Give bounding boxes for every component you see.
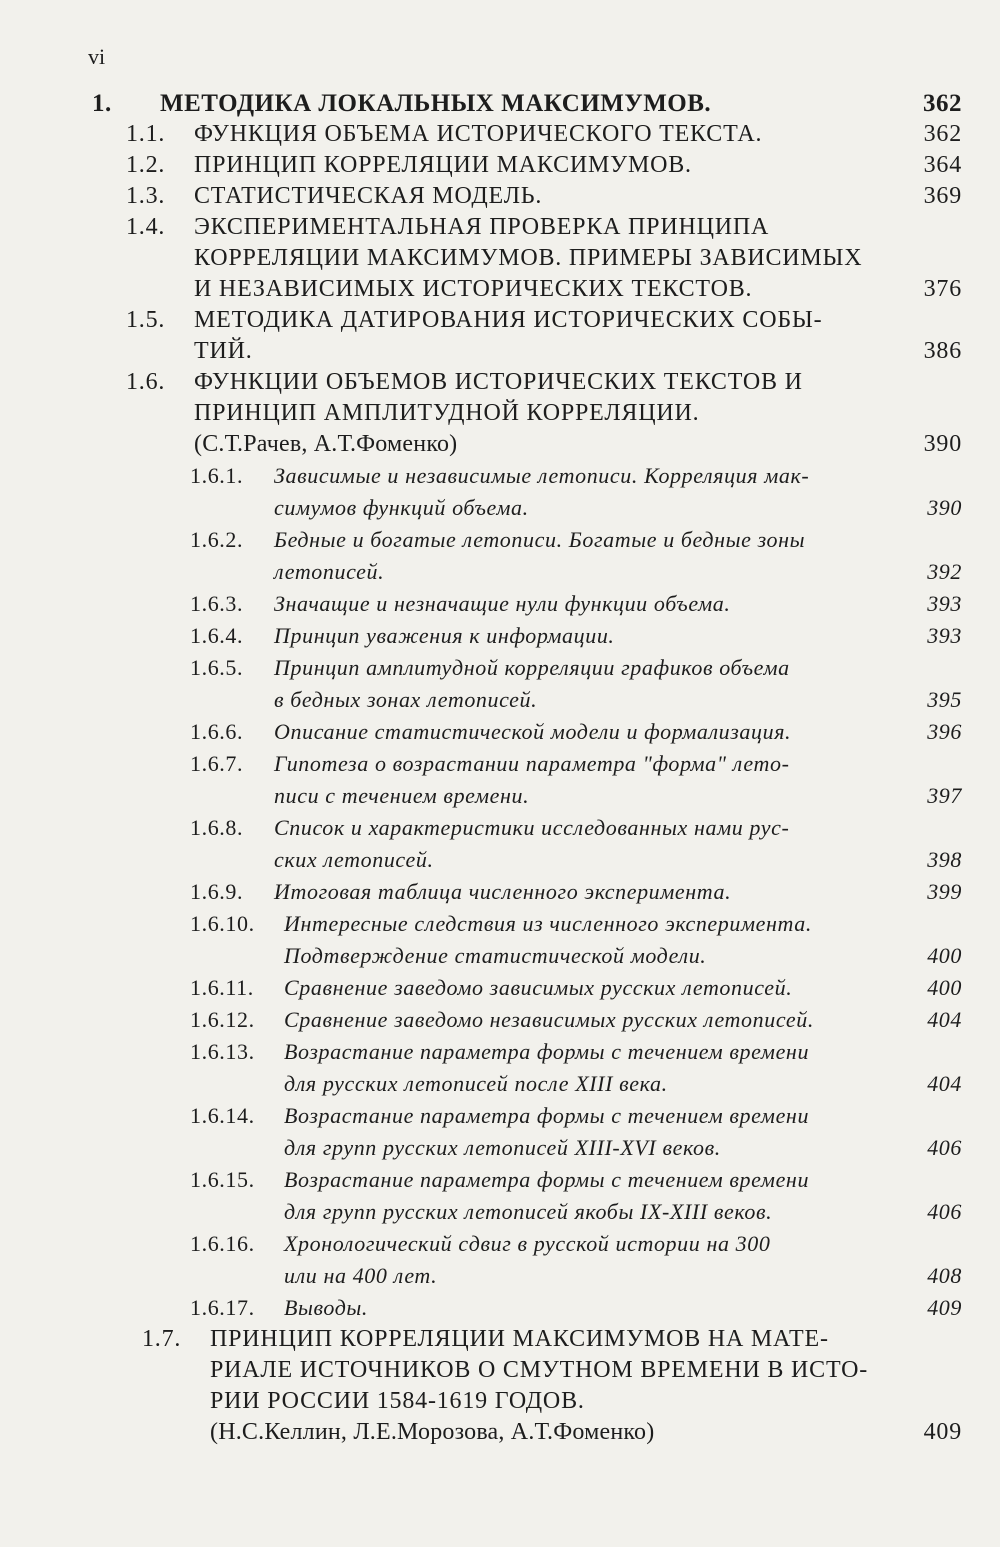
- toc-entry-title: [210, 1324, 930, 1448]
- toc-entry-title-line: Сравнение заведомо независимых русских летописей.: [284, 1007, 814, 1032]
- toc-entry-title-line: ПРИНЦИП КОРРЕЛЯЦИИ МАКСИМУМОВ.: [194, 152, 692, 178]
- toc-entry-page: 404: [927, 1007, 962, 1032]
- toc-entry-title-line: ПРИНЦИП АМПЛИТУДНОЙ КОРРЕЛЯЦИИ.: [194, 400, 700, 426]
- toc-entry[interactable]: [0, 367, 1000, 460]
- toc-entry-title: [284, 1004, 930, 1036]
- toc-entry-number: 1.7.: [142, 1326, 182, 1352]
- toc-entry-page: 406: [927, 1135, 962, 1160]
- toc-entry[interactable]: [0, 305, 1000, 367]
- toc-entry-number: 1.6.11.: [190, 975, 254, 1000]
- toc-entry[interactable]: [0, 588, 1000, 620]
- toc-entry[interactable]: [0, 1292, 1000, 1324]
- toc-entry-page: 398: [927, 847, 962, 872]
- toc-entry-number: 1.6.5.: [190, 655, 244, 680]
- toc-entry-page: 362: [923, 121, 962, 147]
- toc-entry-page: 362: [923, 90, 962, 117]
- toc-entry-title-line: Интересные следствия из численного эксперимента.: [284, 911, 812, 936]
- page-number: vi: [88, 44, 106, 69]
- toc-entry-title: [274, 620, 930, 652]
- toc-entry[interactable]: [0, 876, 1000, 908]
- toc-entry-title-line: СТАТИСТИЧЕСКАЯ МОДЕЛЬ.: [194, 183, 543, 209]
- toc-entry-title-line: писи с течением времени.: [274, 783, 530, 808]
- toc-entry-title: [194, 181, 930, 212]
- toc-entry-title-line: Зависимые и независимые летописи. Корреляция мак-: [274, 463, 810, 488]
- toc-entry[interactable]: [0, 620, 1000, 652]
- toc-entry-page: 406: [927, 1199, 962, 1224]
- toc-entry-title-line: РИИ РОССИИ 1584-1619 ГОДОВ.: [210, 1388, 585, 1414]
- toc-entry-title-line: ФУНКЦИИ ОБЪЕМОВ ИСТОРИЧЕСКИХ ТЕКСТОВ И: [194, 369, 803, 395]
- toc-entry-title: [274, 652, 930, 716]
- toc-entry-title-line: МЕТОДИКА ЛОКАЛЬНЫХ МАКСИМУМОВ.: [160, 90, 712, 117]
- toc-entry-title: [284, 1036, 930, 1100]
- toc-entry-number: 1.6.14.: [190, 1103, 255, 1128]
- toc-entry-page: 390: [923, 431, 962, 457]
- toc-entry-title-line: для русских летописей после XIII века.: [284, 1071, 668, 1096]
- toc-entry-number: 1.: [92, 90, 112, 117]
- toc-entry-title: [194, 305, 930, 367]
- toc-entry[interactable]: [0, 1004, 1000, 1036]
- toc-entry-page: 364: [923, 152, 962, 178]
- toc-entry-title-line: Описание статистической модели и формализация.: [274, 719, 792, 744]
- toc-entry-page: 396: [927, 719, 962, 744]
- toc-entry-number: 1.6.2.: [190, 527, 244, 552]
- toc-entry[interactable]: [0, 748, 1000, 812]
- toc-entry-number: 1.6.1.: [190, 463, 244, 488]
- toc-entry[interactable]: [0, 1100, 1000, 1164]
- toc-entry-title: [160, 88, 930, 119]
- toc-entry-title-line: для групп русских летописей XIII-XVI веков.: [284, 1135, 721, 1160]
- toc-entry-title-line: ЭКСПЕРИМЕНТАЛЬНАЯ ПРОВЕРКА ПРИНЦИПА: [194, 214, 770, 240]
- toc-entry-page: 376: [923, 276, 962, 302]
- toc-entry-number: 1.6.6.: [190, 719, 244, 744]
- toc-entry[interactable]: [0, 908, 1000, 972]
- toc-entry[interactable]: [0, 119, 1000, 150]
- toc-entry-title-line: Гипотеза о возрастании параметра "форма" лето-: [274, 751, 790, 776]
- toc-entry-number: 1.1.: [126, 121, 166, 147]
- toc-entry-title: [274, 460, 930, 524]
- toc-entry[interactable]: [0, 181, 1000, 212]
- toc-entry[interactable]: [0, 1036, 1000, 1100]
- toc-entry-title-line: Сравнение заведомо зависимых русских летописей.: [284, 975, 793, 1000]
- toc-entry-title: [284, 1164, 930, 1228]
- toc-entry[interactable]: [0, 524, 1000, 588]
- toc-entry-title-line: Возрастание параметра формы с течением времени: [284, 1039, 810, 1064]
- toc-entry-page: 400: [927, 975, 962, 1000]
- toc-entry-title-line: И НЕЗАВИСИМЫХ ИСТОРИЧЕСКИХ ТЕКСТОВ.: [194, 276, 753, 302]
- toc-entry-title: [194, 212, 930, 305]
- toc-entry-page: 393: [927, 591, 962, 616]
- toc-entry-title: [274, 588, 930, 620]
- toc-entry-number: 1.6.12.: [190, 1007, 255, 1032]
- toc-entry-title-line: Хронологический сдвиг в русской истории на 300: [284, 1231, 771, 1256]
- toc-entry-title-line: Подтверждение статистической модели.: [284, 943, 707, 968]
- toc-entry-number: 1.4.: [126, 214, 166, 240]
- toc-entry[interactable]: [0, 1228, 1000, 1292]
- toc-entry[interactable]: [0, 212, 1000, 305]
- toc-entry[interactable]: [0, 812, 1000, 876]
- toc-entry-title: [194, 119, 930, 150]
- toc-entry-number: 1.6.13.: [190, 1039, 255, 1064]
- toc-entry-title: [274, 876, 930, 908]
- toc-entry-page: 404: [927, 1071, 962, 1096]
- toc-entry-title-line: МЕТОДИКА ДАТИРОВАНИЯ ИСТОРИЧЕСКИХ СОБЫ-: [194, 307, 823, 333]
- toc-entry-title-line: летописей.: [274, 559, 385, 584]
- toc-entry-title: [284, 1100, 930, 1164]
- toc-entry-number: 1.6.15.: [190, 1167, 255, 1192]
- toc-entry-page: 390: [927, 495, 962, 520]
- toc-entry[interactable]: [0, 460, 1000, 524]
- toc-entry-page: 397: [927, 783, 962, 808]
- toc-entry-title-line: ских летописей.: [274, 847, 434, 872]
- toc-entry-title: [284, 1292, 930, 1324]
- toc-entry-title-line: РИАЛЕ ИСТОЧНИКОВ О СМУТНОМ ВРЕМЕНИ В ИСТО-: [210, 1357, 869, 1383]
- toc-entry-title: [274, 812, 930, 876]
- toc-entry-title-line: симумов функций объема.: [274, 495, 529, 520]
- toc-entry-title-line: в бедных зонах летописей.: [274, 687, 538, 712]
- toc-entry-title-line: ТИЙ.: [194, 338, 253, 364]
- toc-entry-title-line: Список и характеристики исследованных нами рус-: [274, 815, 790, 840]
- toc-entry-number: 1.6.9.: [190, 879, 244, 904]
- toc-entry-title: [274, 524, 930, 588]
- toc-entry[interactable]: [0, 1324, 1000, 1448]
- toc-entry-title: [274, 716, 930, 748]
- toc-entry-title: [284, 1228, 930, 1292]
- toc-entry-page: 409: [923, 1419, 962, 1445]
- toc-entry-title: [274, 748, 930, 812]
- toc-entry-page: 386: [923, 338, 962, 364]
- toc-entry-number: 1.6.: [126, 369, 166, 395]
- toc-entry-title-line: или на 400 лет.: [284, 1263, 438, 1288]
- toc-entry-title-line: Бедные и богатые летописи. Богатые и бедные зоны: [274, 527, 806, 552]
- toc-entry[interactable]: [0, 88, 1000, 119]
- toc-entry[interactable]: [0, 972, 1000, 1004]
- toc-entry-number: 1.6.8.: [190, 815, 244, 840]
- toc-entry-number: 1.6.3.: [190, 591, 244, 616]
- toc-entry-title: [284, 908, 930, 972]
- toc-entry-title: [194, 367, 930, 460]
- toc-entry-number: 1.6.17.: [190, 1295, 255, 1320]
- toc-entry-title-line: Принцип амплитудной корреляции графиков объема: [274, 655, 790, 680]
- toc-entry-title-line: Возрастание параметра формы с течением времени: [284, 1167, 810, 1192]
- toc-entry-title-line: ФУНКЦИЯ ОБЪЕМА ИСТОРИЧЕСКОГО ТЕКСТА.: [194, 121, 763, 147]
- toc-entry-page: 395: [927, 687, 962, 712]
- toc-entry-page: 392: [927, 559, 962, 584]
- toc-entry-title-line: Итоговая таблица численного эксперимента.: [274, 879, 732, 904]
- toc-entry-title-line: КОРРЕЛЯЦИИ МАКСИМУМОВ. ПРИМЕРЫ ЗАВИСИМЫХ: [194, 245, 863, 271]
- toc-entry[interactable]: [0, 150, 1000, 181]
- toc-entry-page: 369: [923, 183, 962, 209]
- toc-entry-title-line: Принцип уважения к информации.: [274, 623, 615, 648]
- toc-entry-title-line: Значащие и незначащие нули функции объема.: [274, 591, 731, 616]
- toc-entry-title: [194, 150, 930, 181]
- toc-entry-title: [284, 972, 930, 1004]
- toc-entry-title-line: (С.Т.Рачев, А.Т.Фоменко): [194, 431, 458, 457]
- toc-entry-title-line: (Н.С.Келлин, Л.Е.Морозова, А.Т.Фоменко): [210, 1419, 655, 1445]
- toc-entry-number: 1.6.7.: [190, 751, 244, 776]
- toc-entry-number: 1.5.: [126, 307, 166, 333]
- toc-entry-number: 1.2.: [126, 152, 166, 178]
- toc-entry[interactable]: [0, 716, 1000, 748]
- toc-entry-number: 1.3.: [126, 183, 166, 209]
- toc-entry-title-line: для групп русских летописей якобы IX-XIII веков.: [284, 1199, 773, 1224]
- toc-entry-number: 1.6.10.: [190, 911, 255, 936]
- toc-entry[interactable]: [0, 652, 1000, 716]
- toc-entry-title-line: Возрастание параметра формы с течением времени: [284, 1103, 810, 1128]
- toc-entry-number: 1.6.4.: [190, 623, 244, 648]
- toc-entry[interactable]: [0, 1164, 1000, 1228]
- toc-entry-page: 408: [927, 1263, 962, 1288]
- toc-entry-number: 1.6.16.: [190, 1231, 255, 1256]
- toc-entry-page: 409: [927, 1295, 962, 1320]
- toc-entry-title-line: ПРИНЦИП КОРРЕЛЯЦИИ МАКСИМУМОВ НА МАТЕ-: [210, 1326, 829, 1352]
- toc-entry-page: 400: [927, 943, 962, 968]
- toc-entry-title-line: Выводы.: [284, 1295, 369, 1320]
- table-of-contents: [0, 88, 1000, 1448]
- toc-entry-page: 399: [927, 879, 962, 904]
- toc-entry-page: 393: [927, 623, 962, 648]
